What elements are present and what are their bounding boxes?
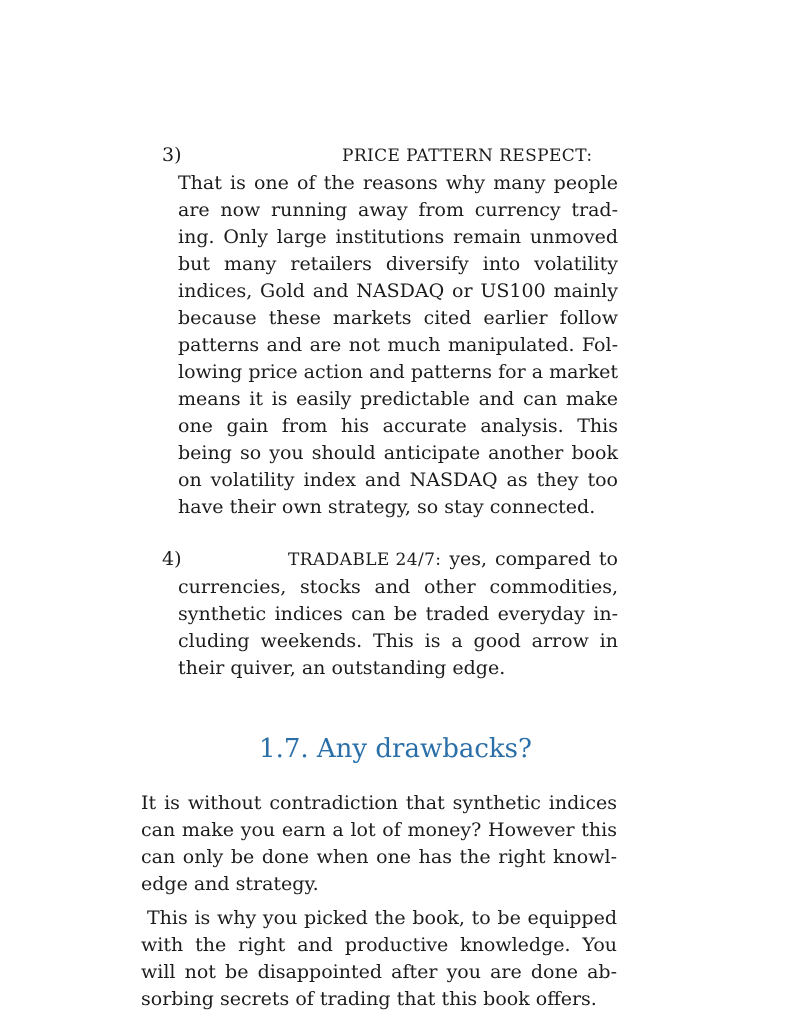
list-item-text: That is one of the reasons why many people are now running away from currency trading. Only large institutions remain unmoved but many retailers diversify into volatility indices, Gold and NASDAQ or US100 mainly because these markets cited earlier follow patterns and are not much manipulated. Following price action and patterns for a market means it is easily predictable and can make one gain from his accurate analysis. This being so you should anticipate another book on volatility index and NASDAQ as they too have their own strategy, so stay connected. <box>178 172 618 518</box>
section-paragraph-2: This is why you picked the book, to be equipped with the right and productive knowledge. You will not be disappointed after you are done absorbing secrets of trading that this book offers. <box>141 907 617 1010</box>
list-item-number: 4) <box>162 548 182 570</box>
section-title: 1.7. Any drawbacks? <box>259 734 532 764</box>
list-item-body <box>178 142 618 521</box>
list-item-3 <box>162 142 618 521</box>
list-item-body <box>178 546 618 682</box>
list-item-heading: TRADABLE 24/7: <box>288 550 442 570</box>
list-item-number: 3) <box>162 144 182 166</box>
list-item-text: yes, compared to currencies, stocks and other commodities, synthetic indices can be traded everyday including weekends. This is a good arrow in their quiver, an outstanding edge. <box>178 548 618 679</box>
section-paragraph-1: It is without contradiction that synthetic indices can make you earn a lot of money? However this can only be done when one has the right knowledge and strategy. <box>141 792 617 895</box>
list-item-4 <box>162 546 618 682</box>
list-item-heading: PRICE PATTERN RESPECT: <box>342 146 593 166</box>
